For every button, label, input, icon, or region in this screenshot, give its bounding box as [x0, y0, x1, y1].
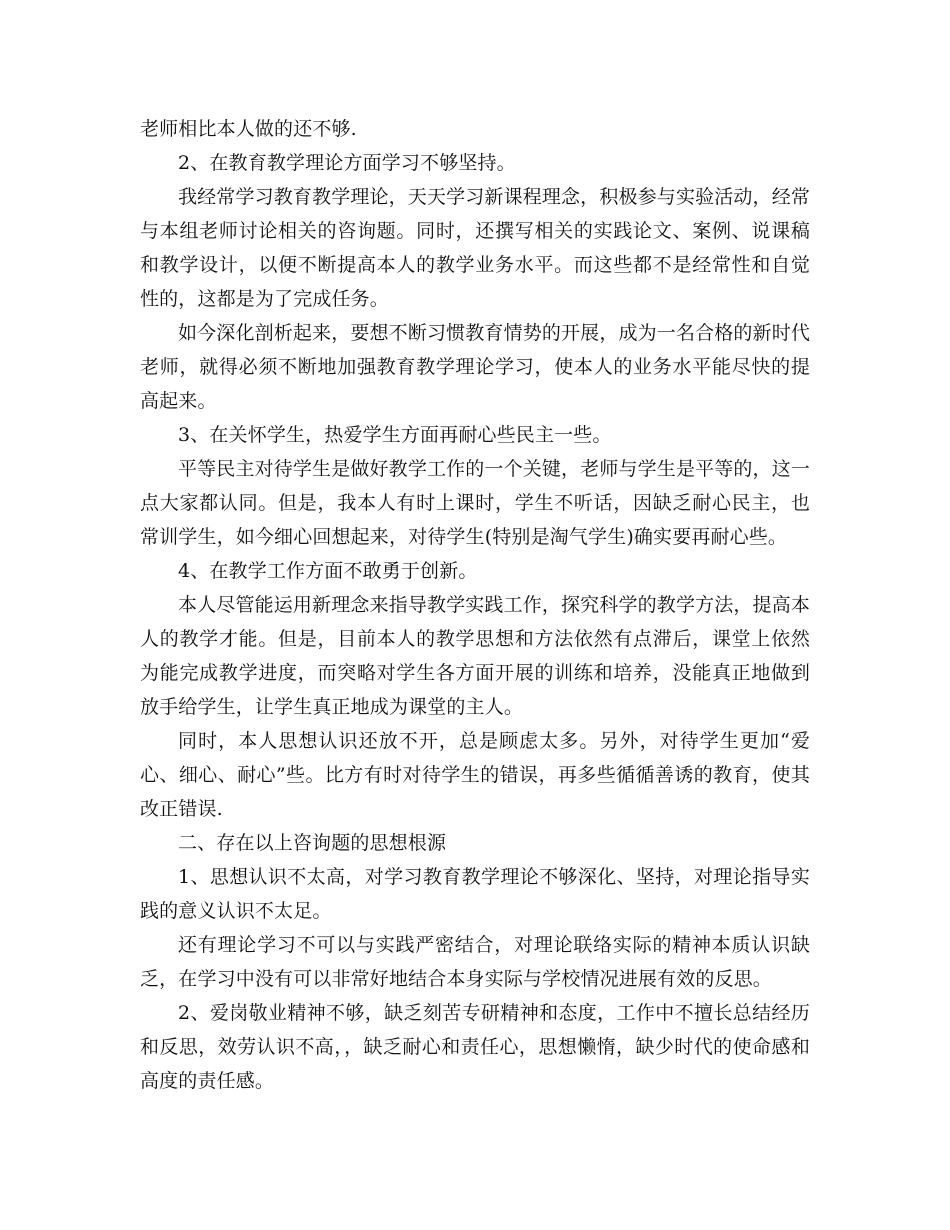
paragraph: 我经常学习教育教学理论，天天学习新课程理念，积极参与实验活动，经常与本组老师讨论相关的咨询题。同时，还撰写相关的实践论文、案例、说课稿和教学设计，以便不断提高本人的教学业务水平。而这些都不是经常性和自觉性的，这都是为了完成任务。: [140, 186, 810, 310]
paragraph: 如今深化剖析起来，要想不断习惯教育情势的开展，成为一名合格的新时代老师，就得必须不断地加强教育教学理论学习，使本人的业务水平能尽快的提高起来。: [140, 322, 810, 412]
point-heading-2: 2、在教育教学理论方面学习不够坚持。: [178, 152, 516, 174]
paragraph: 同时，本人思想认识还放不开，总是顾虑太多。另外，对待学生更加“爱心、细心、耐心”些。比方有时对待学生的错误，再多些循循善诱的教育，使其改正错误.: [140, 730, 810, 820]
paragraph: 平等民主对待学生是做好教学工作的一个关键，老师与学生是平等的，这一点大家都认同。但是，我本人有时上课时，学生不听话，因缺乏耐心民主，也常训学生，如今细心回想起来，对待学生(特别是淘气学生)确实要再耐心些。: [140, 458, 810, 548]
point-heading-3: 3、在关怀学生，热爱学生方面再耐心些民主一些。: [178, 424, 612, 446]
paragraph: 还有理论学习不可以与实践严密结合，对理论联络实际的精神本质认识缺乏，在学习中没有可以非常好地结合本身实际与学校情况进展有效的反思。: [140, 934, 810, 990]
paragraph-continuation: 老师相比本人做的还不够.: [140, 118, 357, 140]
paragraph: 1、思想认识不太高，对学习教育教学理论不够深化、坚持，对理论指导实践的意义认识不太足。: [140, 866, 810, 922]
paragraph: 本人尽管能运用新理念来指导教学实践工作，探究科学的教学方法，提高本人的教学才能。但是，目前本人的教学思想和方法依然有点滞后，课堂上依然为能完成教学进度，而突略对学生各方面开展的训练和培养，没能真正地做到放手给学生，让学生真正地成为课堂的主人。: [140, 594, 810, 718]
section-heading: 二、存在以上咨询题的思想根源: [178, 832, 447, 854]
point-heading-4: 4、在教学工作方面不敢勇于创新。: [178, 560, 478, 582]
paragraph: 2、爱岗敬业精神不够，缺乏刻苦专研精神和态度，工作中不擅长总结经历和反思，效劳认识不高，，缺乏耐心和责任心，思想懒惰，缺少时代的使命感和高度的责任感。: [140, 1002, 810, 1092]
document-body: [140, 112, 810, 1098]
